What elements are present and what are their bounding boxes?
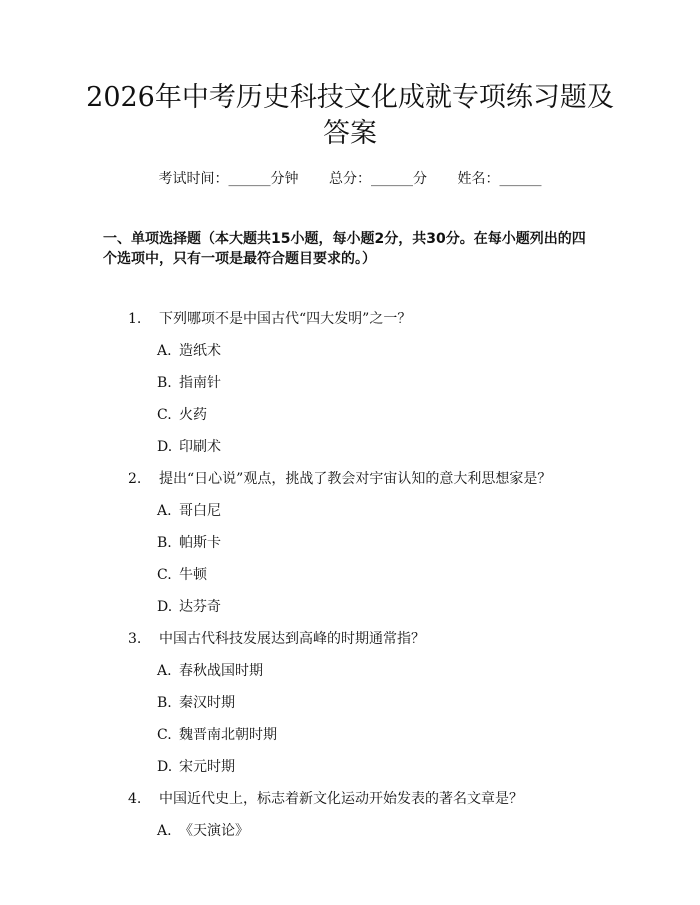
student-name: 姓名：______ [457, 171, 542, 187]
option-letter: B. [157, 695, 172, 711]
option-letter: C. [157, 407, 172, 423]
option-text: 秦汉时期 [179, 695, 235, 711]
question-3-option-b [157, 694, 235, 712]
question-2 [128, 470, 551, 488]
option-letter: A. [157, 343, 172, 359]
option-text: 火药 [179, 407, 207, 423]
question-4-option-a [157, 822, 249, 840]
option-letter: C. [157, 567, 172, 583]
option-text: 指南针 [179, 375, 221, 391]
question-number: 1. [128, 311, 142, 327]
option-letter: D. [157, 759, 173, 775]
option-text: 春秋战国时期 [179, 663, 263, 679]
exam-info-line [0, 170, 700, 188]
option-letter: B. [157, 535, 172, 551]
section-heading: 一、单项选择题（本大题共15小题，每小题2分，共30分。在每小题列出的四个选项中，只有一项是最符合题目要求的。） [103, 231, 586, 267]
question-number: 2. [128, 471, 142, 487]
question-2-option-b [157, 534, 221, 552]
question-1-option-a [157, 342, 221, 360]
total-score: 总分：______分 [329, 171, 427, 187]
question-1-option-c [157, 406, 207, 424]
option-letter: A. [157, 663, 172, 679]
option-text: 牛顿 [179, 567, 207, 583]
question-text: 下列哪项不是中国古代“四大发明”之一？ [159, 311, 412, 327]
option-letter: D. [157, 599, 173, 615]
question-text: 中国古代科技发展达到高峰的时期通常指？ [159, 631, 425, 647]
question-4 [128, 790, 523, 808]
option-letter: C. [157, 727, 172, 743]
option-letter: B. [157, 375, 172, 391]
option-text: 《天演论》 [179, 823, 249, 839]
option-text: 印刷术 [179, 439, 221, 455]
option-letter: A. [157, 503, 172, 519]
question-3-option-d [157, 758, 235, 776]
question-1 [128, 310, 411, 328]
page-title: 2026年中考历史科技文化成就专项练习题及答案 [86, 82, 614, 149]
option-text: 哥白尼 [179, 503, 221, 519]
question-1-option-b [157, 374, 221, 392]
option-text: 造纸术 [179, 343, 221, 359]
exam-time: 考试时间：______分钟 [158, 171, 299, 187]
question-2-option-a [157, 502, 221, 520]
question-3-option-c [157, 726, 277, 744]
question-2-option-c [157, 566, 207, 584]
question-3-option-a [157, 662, 263, 680]
question-1-option-d [157, 438, 221, 456]
question-text: 中国近代史上，标志着新文化运动开始发表的著名文章是？ [159, 791, 523, 807]
option-text: 魏晋南北朝时期 [179, 727, 277, 743]
question-text: 提出“日心说”观点，挑战了教会对宇宙认知的意大利思想家是？ [159, 471, 552, 487]
question-number: 3. [128, 631, 142, 647]
option-letter: D. [157, 439, 173, 455]
option-text: 帕斯卡 [179, 535, 221, 551]
question-number: 4. [128, 791, 142, 807]
question-2-option-d [157, 598, 221, 616]
option-letter: A. [157, 823, 172, 839]
option-text: 达芬奇 [179, 599, 221, 615]
option-text: 宋元时期 [179, 759, 235, 775]
question-3 [128, 630, 425, 648]
